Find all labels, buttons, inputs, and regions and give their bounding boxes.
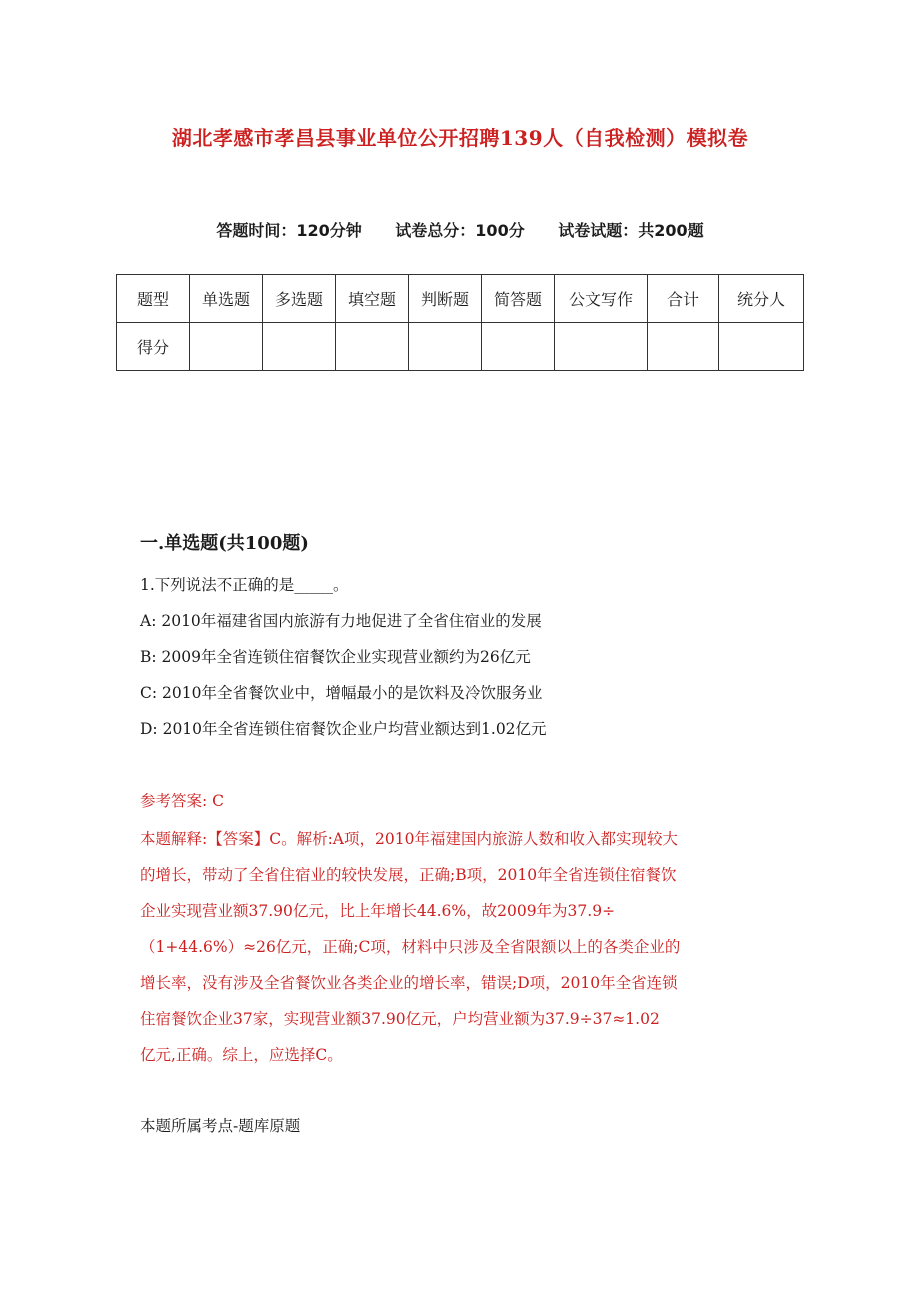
option-d: D: 2010年全省连锁住宿餐饮企业户均营业额达到1.02亿元	[140, 720, 547, 738]
score-header-cell: 单选题	[190, 275, 263, 323]
score-cell	[648, 323, 719, 371]
explanation-line: 的增长，带动了全省住宿业的较快发展，正确;B项，2010年全省连锁住宿餐饮	[140, 866, 677, 884]
exam-total-score: 试卷总分：100分	[395, 221, 525, 240]
score-header-cell: 统分人	[719, 275, 804, 323]
explanation-line: （1+44.6%）≈26亿元，正确;C项，材料中只涉及全省限额以上的各类企业的	[140, 938, 681, 956]
score-header-cell: 合计	[648, 275, 719, 323]
option-b: B: 2009年全省连锁住宿餐饮企业实现营业额约为26亿元	[140, 648, 531, 666]
score-cell	[190, 323, 263, 371]
explanation-line: 增长率，没有涉及全省餐饮业各类企业的增长率，错误;D项，2010年全省连锁	[140, 974, 678, 992]
option-c: C: 2010年全省餐饮业中，增幅最小的是饮料及冷饮服务业	[140, 684, 543, 702]
question-stem: 1.下列说法不正确的是_____。	[140, 576, 349, 594]
answer-explanation	[140, 821, 782, 1073]
score-header-cell: 简答题	[482, 275, 555, 323]
score-header-cell: 题型	[117, 275, 190, 323]
section-title: 一.单选题(共100题)	[140, 533, 309, 554]
explanation-line: 住宿餐饮企业37家，实现营业额37.90亿元，户均营业额为37.9÷37≈1.02	[140, 1010, 660, 1028]
option-a: A: 2010年福建省国内旅游有力地促进了全省住宿业的发展	[140, 612, 542, 630]
score-header-cell: 填空题	[336, 275, 409, 323]
explanation-line: 企业实现营业额37.90亿元，比上年增长44.6%，故2009年为37.9÷	[140, 902, 616, 920]
score-header-cell: 多选题	[263, 275, 336, 323]
question-topic: 本题所属考点-题库原题	[140, 1117, 301, 1135]
reference-answer: 参考答案: C	[140, 792, 225, 810]
score-cell	[263, 323, 336, 371]
score-table-header-row	[117, 275, 804, 323]
score-cell	[409, 323, 482, 371]
score-header-cell: 判断题	[409, 275, 482, 323]
explanation-line: 本题解释:【答案】C。解析:A项，2010年福建国内旅游人数和收入都实现较大	[140, 830, 678, 848]
exam-question-count: 试卷试题：共200题	[558, 221, 704, 240]
document-title: 湖北孝感市孝昌县事业单位公开招聘139人（自我检测）模拟卷	[171, 126, 749, 150]
exam-time: 答题时间：120分钟	[216, 221, 362, 240]
score-header-cell: 公文写作	[555, 275, 648, 323]
score-cell	[482, 323, 555, 371]
score-cell	[555, 323, 648, 371]
score-cell	[719, 323, 804, 371]
exam-meta	[0, 218, 920, 241]
score-row-label: 得分	[117, 323, 190, 371]
score-cell	[336, 323, 409, 371]
explanation-line: 亿元,正确。综上，应选择C。	[140, 1046, 343, 1064]
score-table	[116, 274, 804, 371]
score-table-score-row	[117, 323, 804, 371]
